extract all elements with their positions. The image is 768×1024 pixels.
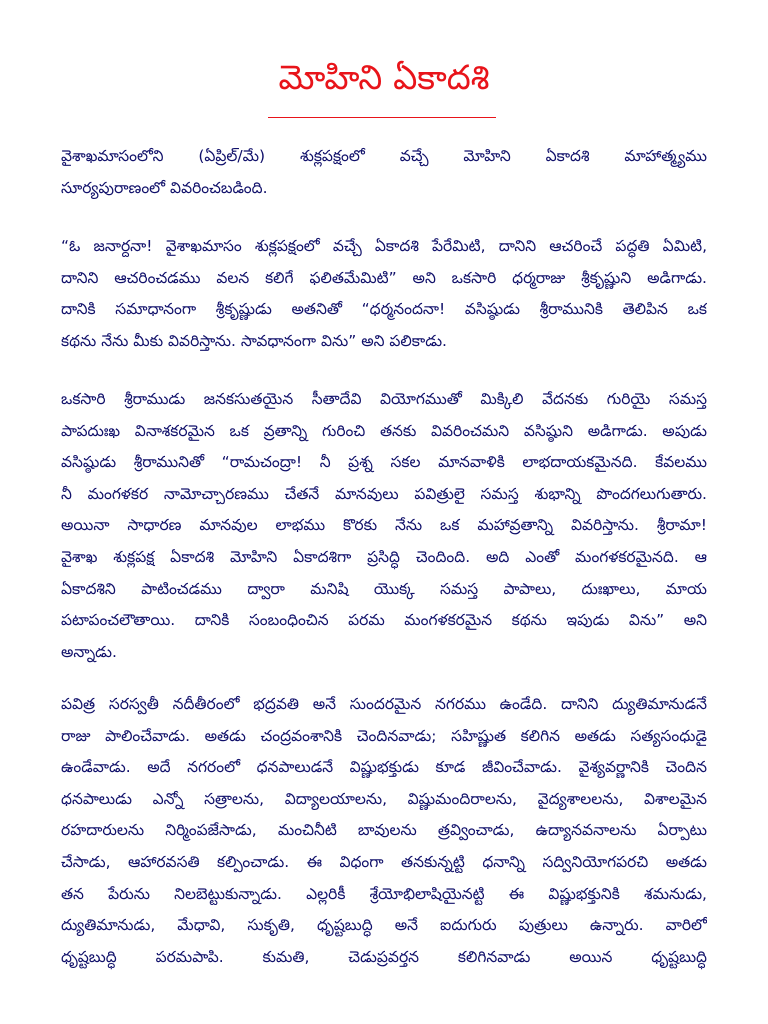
text-line: వసిష్ఠుడు శ్రీరామునితో “రామచంద్రా! నీ ప్రశ్న సకల మానవాళికి లాభదాయకమైనది. కేవలము — [61, 453, 707, 472]
text-line: ఒకసారి శ్రీరాముడు జనకసుతయైన సీతాదేవి వియోగముతో మిక్కిలి వేదనకు గురియై సమస్త — [61, 390, 707, 408]
document-title: మోహిని ఏకాదశి — [278, 58, 490, 98]
text-line: పవిత్ర సరస్వతీ నదీతీరంలో భద్రవతి అనే సుందరమైన నగరము ఉండేది. దానిని ద్యుతిమానుడనే — [61, 695, 707, 713]
text-line: నీ మంగళకర నామోచ్చారణము చేతనే మానవులు పవిత్రులై సమస్త శుభాన్ని పొందగలుగుతారు. — [61, 484, 707, 503]
text-line: అన్నాడు. — [61, 642, 117, 661]
text-line: “ఓ జనార్దనా! వైశాఖమాసం శుక్లపక్షంలో వచ్చే ఏకాదశి పేరేమిటి, దానిని ఆచరించే పద్ధతి ఏమిటి, — [61, 237, 707, 255]
text-line: దానికి సమాధానంగా శ్రీకృష్ణుడు అతనితో “ధర్మనందనా! వసిష్ఠుడు శ్రీరామునికి తెలిపిన ఒక — [61, 300, 707, 319]
paragraph — [61, 141, 707, 204]
paragraph — [61, 689, 707, 973]
text-line: వైశాఖమాసంలోని (ఏప్రిల్/మే) శుక్లపక్షంలో వచ్చే మోహిని ఏకాదశి మాహాత్మ్యము — [61, 147, 707, 165]
text-line: సూర్యపురాణంలో వివరించబడింది. — [61, 178, 268, 197]
text-line: పాపదుఃఖ వినాశకరమైన ఒక వ్రతాన్ని గురించి తనకు వివరించమని వసిష్ఠుని అడిగాడు. అపుడు — [61, 421, 707, 440]
text-line: తన పేరును నిలబెట్టుకున్నాడు. ఎల్లరికీ శ్రేయోభిలాషియైనట్టి ఈ విష్ణుభక్తునికి శమనుడు, — [61, 884, 707, 903]
text-line: రహదారులను నిర్మింపజేసాడు, మంచినీటి బావులను త్రవ్వించాడు, ఉద్యానవనాలను ఏర్పాటు — [61, 821, 707, 840]
text-line: చేసాడు, ఆహారవసతి కల్పించాడు. ఈ విధంగా తనకున్నట్టి ధనాన్ని సద్వినియోగపరచి అతడు — [61, 852, 707, 871]
text-line: ధృష్టబుద్ధి పరమపాపి. కుమతి, చెడుప్రవర్తన కలిగినవాడు అయిన ధృష్టబుద్ధి — [61, 947, 707, 966]
title-underline — [268, 117, 496, 118]
paragraph — [61, 231, 707, 357]
text-line: కథను నేను మీకు వివరిస్తాను. సావధానంగా విను” అని పలికాడు. — [61, 331, 447, 350]
text-line: రాజు పాలించేవాడు. అతడు చంద్రవంశానికి చెందినవాడు; సహిష్ణుత కలిగిన అతడు సత్యసంధుడై — [61, 726, 707, 745]
text-line: అయినా సాధారణ మానవుల లాభము కొరకు నేను ఒక మహావ్రతాన్ని వివరిస్తాను. శ్రీరామా! — [61, 516, 707, 535]
text-line: దానిని ఆచరించడము వలన కలిగే ఫలితమేమిటి” అని ఒకసారి ధర్మరాజు శ్రీకృష్ణుని అడిగాడు. — [61, 268, 707, 287]
paragraph — [61, 384, 707, 668]
text-line: ద్యుతిమానుడు, మేధావి, సుకృతి, ధృష్టబుద్ధి అనే ఐదుగురు పుత్రులు ఉన్నారు. వారిలో — [61, 916, 707, 935]
text-line: ఉండేవాడు. అదే నగరంలో ధనపాలుడనే విష్ణుభక్తుడు కూడ జీవించేవాడు. వైశ్యవర్ణానికి చెందిన — [61, 758, 707, 777]
text-line: పటాపంచలౌతాయి. దానికి సంబంధించిన పరమ మంగళకరమైన కథను ఇపుడు విను” అని — [61, 611, 707, 630]
text-line: ధనపాలుడు ఎన్నో సత్రాలను, విద్యాలయాలను, విష్ణుమందిరాలను, వైద్యశాలలను, విశాలమైన — [61, 789, 707, 808]
text-line: ఏకాదశిని పాటించడము ద్వారా మనిషి యొక్క సమస్త పాపాలు, దుఃఖాలు, మాయ — [61, 579, 707, 598]
text-line: వైశాఖ శుక్లపక్ష ఏకాదశి మోహిని ఏకాదశిగా ప్రసిద్ధి చెందింది. అది ఎంతో మంగళకరమైనది. ఆ — [61, 547, 707, 566]
